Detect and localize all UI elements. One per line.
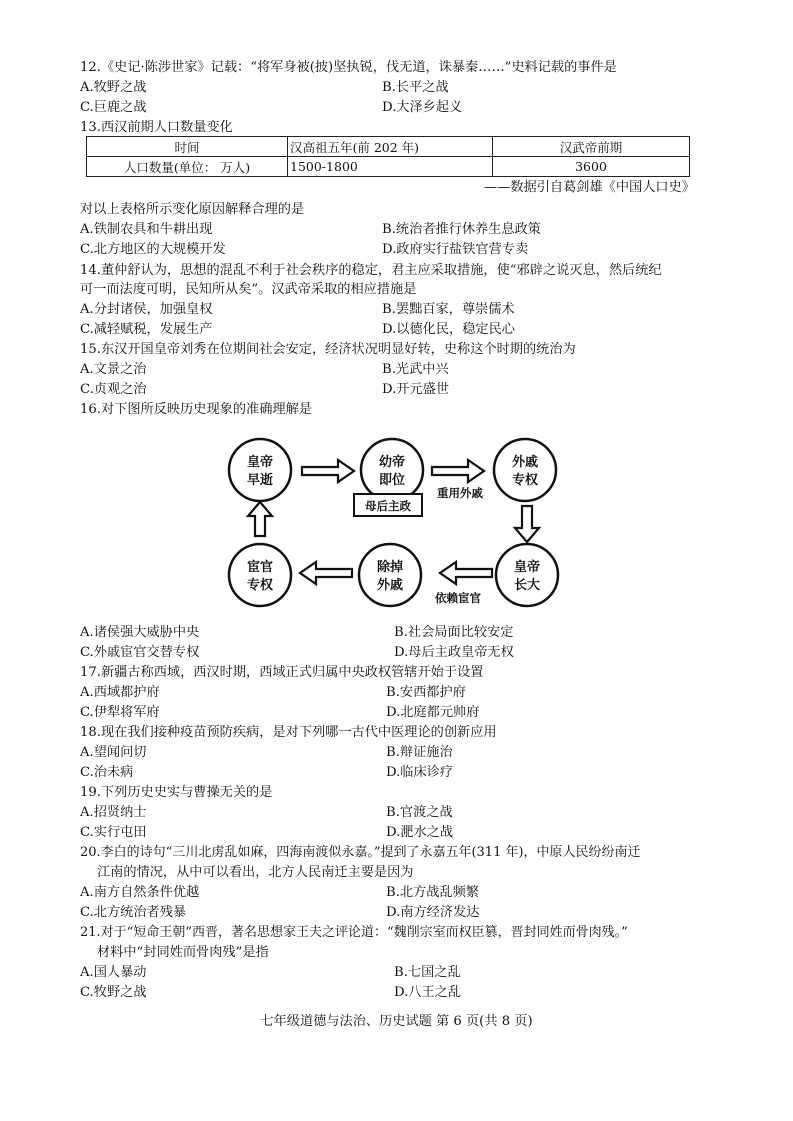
data-source: ——数据引自葛剑雄《中国人口史》 bbox=[484, 180, 695, 195]
population-table bbox=[86, 136, 690, 177]
q17-option-d: D.北庭都元帅府 bbox=[386, 705, 480, 720]
table-cell-wudi: 3600 bbox=[493, 157, 690, 177]
q14-option-b: B.罢黜百家，尊崇儒术 bbox=[382, 302, 515, 317]
q19-option-a: A.招贤纳士 bbox=[80, 805, 147, 820]
q17-option-a: A.西域都护府 bbox=[80, 685, 160, 700]
q20-stem-1: 20.李白的诗句“三川北虏乱如麻，四海南渡似永嘉。”提到了永嘉五年(311 年)，中原人民纷纷南迁 bbox=[80, 845, 641, 860]
q17-option-b: B.安西都护府 bbox=[386, 685, 466, 700]
node6-line1: 宦官 bbox=[246, 560, 274, 575]
q17-stem: 17.新疆古称西域，西汉时期，西域正式归属中央政权管辖开始于设置 bbox=[80, 665, 484, 680]
q21-stem-2: 材料中“封同姓而骨肉残”是指 bbox=[97, 945, 269, 960]
q19-option-c: C.实行屯田 bbox=[80, 825, 147, 840]
node2-line2: 即位 bbox=[378, 473, 406, 488]
q18-option-a: A.望闻问切 bbox=[80, 745, 147, 760]
q13-option-b: B.统治者推行休养生息政策 bbox=[382, 222, 541, 237]
table-header-row bbox=[87, 137, 690, 157]
q14-stem-2: 可一而法度可明，民知所从矣”。汉武帝采取的相应措施是 bbox=[80, 282, 417, 297]
node1-line2: 早逝 bbox=[246, 473, 274, 488]
q14-option-a: A.分封诸侯，加强皇权 bbox=[80, 302, 213, 317]
q12-option-c: C.巨鹿之战 bbox=[80, 100, 147, 115]
q20-option-d: D.南方经济发达 bbox=[386, 905, 480, 920]
arrow-right-2-icon bbox=[432, 460, 484, 482]
node-eunuch-power bbox=[229, 544, 291, 606]
node-emperor-early-death bbox=[229, 439, 291, 501]
arrow-left-1-icon bbox=[440, 562, 492, 584]
q13-stem: 13.西汉前期人口数量变化 bbox=[80, 120, 233, 135]
arrow-up-icon bbox=[248, 502, 272, 536]
q20-option-b: B.北方战乱频繁 bbox=[386, 885, 480, 900]
node2-line1: 幼帝 bbox=[378, 455, 406, 470]
q14-option-c: C.减轻赋税，发展生产 bbox=[80, 322, 213, 337]
q21-option-a: A.国人暴动 bbox=[80, 965, 147, 980]
q20-option-a: A.南方自然条件优越 bbox=[80, 885, 200, 900]
q15-option-a: A.文景之治 bbox=[80, 362, 147, 377]
q15-option-b: B.光武中兴 bbox=[382, 362, 449, 377]
q17-option-c: C.伊犁将军府 bbox=[80, 705, 160, 720]
q12-option-a: A.牧野之战 bbox=[80, 80, 147, 95]
q13-option-d: D.政府实行盐铁官营专卖 bbox=[382, 242, 529, 257]
q12-stem: 12.《史记·陈涉世家》记载：“将军身被(披)坚执锐，伐无道，诛暴秦……”史料记载的事件是 bbox=[80, 60, 617, 75]
node3-line1: 外戚 bbox=[511, 455, 539, 470]
q21-option-c: C.牧野之战 bbox=[80, 985, 147, 1000]
q19-option-b: B.官渡之战 bbox=[386, 805, 453, 820]
q18-option-b: B.辩证施治 bbox=[386, 745, 453, 760]
node-young-emperor bbox=[361, 439, 423, 501]
table-header-time: 时间 bbox=[87, 137, 288, 157]
table-header-gaozu: 汉高祖五年(前 202 年) bbox=[288, 137, 493, 157]
node1-line1: 皇帝 bbox=[246, 455, 274, 470]
q18-option-c: C.治未病 bbox=[80, 765, 134, 780]
q15-stem: 15.东汉开国皇帝刘秀在位期间社会安定，经济状况明显好转，史称这个时期的统治为 bbox=[80, 342, 576, 357]
q12-option-b: B.长平之战 bbox=[382, 80, 449, 95]
q12-option-d: D.大泽乡起义 bbox=[382, 100, 463, 115]
q16-option-b: B.社会局面比较安定 bbox=[394, 625, 514, 640]
q16-option-c: C.外戚宦官交替专权 bbox=[80, 645, 200, 660]
node4-line2: 长大 bbox=[513, 578, 541, 593]
q13-option-c: C.北方地区的大规模开发 bbox=[80, 242, 226, 257]
q13-stem2: 对以上表格所示变化原因解释合理的是 bbox=[80, 202, 305, 217]
q18-stem: 18.现在我们接种疫苗预防疾病，是对下列哪一古代中医理论的创新应用 bbox=[80, 725, 497, 740]
node5-line1: 除掉 bbox=[376, 560, 404, 575]
q21-stem-1: 21.对于“短命王朝”西晋，著名思想家王夫之评论道：“魏削宗室而权臣篡，晋封同姓而骨肉残。” bbox=[80, 925, 628, 940]
empress-regency-label: 母后主政 bbox=[365, 499, 411, 513]
q20-option-c: C.北方统治者残暴 bbox=[80, 905, 187, 920]
q15-option-c: C.贞观之治 bbox=[80, 382, 147, 397]
q15-option-d: D.开元盛世 bbox=[382, 382, 450, 397]
q19-stem: 19.下列历史史实与曹操无关的是 bbox=[80, 785, 273, 800]
q13-option-a: A.铁制农具和牛耕出现 bbox=[80, 222, 213, 237]
rely-relatives-label: 重用外戚 bbox=[437, 486, 483, 500]
table-row bbox=[87, 157, 690, 177]
table-cell-label: 人口数量(单位： 万人) bbox=[87, 157, 288, 177]
q20-stem-2: 江南的情况，从中可以看出，北方人民南迁主要是因为 bbox=[97, 865, 414, 880]
node-emperor-grows bbox=[496, 544, 558, 606]
q16-option-a: A.诸侯强大威胁中央 bbox=[80, 625, 200, 640]
q18-option-d: D.临床诊疗 bbox=[386, 765, 454, 780]
node3-line2: 专权 bbox=[511, 473, 539, 488]
table-header-wudi: 汉武帝前期 bbox=[493, 137, 690, 157]
q16-stem: 16.对下图所反映历史现象的准确理解是 bbox=[80, 402, 312, 417]
node-relatives-power bbox=[494, 439, 556, 501]
q14-stem-1: 14.董仲舒认为，思想的混乱不利于社会秩序的稳定，君主应采取措施，使“邪辟之说灭息，然后统纪 bbox=[80, 263, 662, 278]
cycle-diagram bbox=[220, 430, 590, 615]
node6-line2: 专权 bbox=[246, 578, 274, 593]
q21-option-d: D.八王之乱 bbox=[394, 985, 462, 1000]
q19-option-d: D.淝水之战 bbox=[386, 825, 454, 840]
arrow-down-icon bbox=[515, 506, 539, 542]
node4-line1: 皇帝 bbox=[513, 560, 541, 575]
q16-option-d: D.母后主政皇帝无权 bbox=[394, 645, 514, 660]
q14-option-d: D.以德化民，稳定民心 bbox=[382, 322, 515, 337]
arrow-right-1-icon bbox=[302, 460, 354, 482]
node-remove-relatives bbox=[359, 544, 421, 606]
table-cell-gaozu: 1500-1800 bbox=[288, 157, 493, 177]
q21-option-b: B.七国之乱 bbox=[394, 965, 461, 980]
arrow-left-2-icon bbox=[300, 562, 352, 584]
rely-eunuchs-label: 依赖宦官 bbox=[435, 591, 481, 605]
page-footer: 七年级道德与法治、历史试题 第 6 页(共 8 页) bbox=[260, 1014, 533, 1029]
node5-line2: 外戚 bbox=[376, 578, 404, 593]
